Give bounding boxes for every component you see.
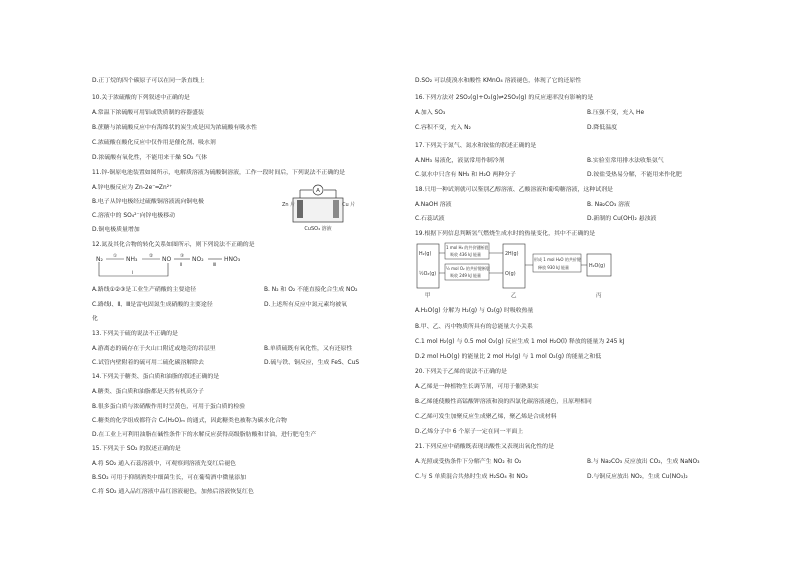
text-line: A.将 SO₂ 通入石蕊溶液中，可观察到溶液先变红后褪色	[92, 461, 236, 467]
text-line: 12.氮及其化合物的转化关系如图所示，则下列说法不正确的是	[92, 242, 255, 248]
text-line: D.SO₂ 可以使溴水和酸性 KMnO₄ 溶液褪色，体现了它的还原性	[415, 78, 582, 84]
text-line: B.乙烯能使酸性高锰酸钾溶液和溴的四氯化碳溶液褪色，且原理相同	[415, 399, 592, 405]
option-line-right: B.与 Na₂CO₃ 反应放出 CO₂，生成 NaNO₃	[587, 459, 700, 465]
text-line: A.锌电极反应为 Zn-2e⁻═Zn²⁺	[92, 185, 173, 191]
step-1: ①	[113, 254, 118, 259]
zn-electrode	[297, 200, 303, 218]
text-line: 17.下列关于氮气、氮水和铵盐的叙述正确的是	[415, 143, 537, 149]
text-line: A.游离态的硫存在于火山口附近或地壳的岩层里	[92, 346, 216, 352]
text-line: A.光照或受热条件下分解产生 NO₂ 和 O₂	[415, 459, 522, 465]
release-energy: 释放 930 kJ 能量	[538, 265, 569, 270]
text-line: D.铜电极质量增加	[92, 227, 140, 233]
bond-break-o2: ½ mol O₂ 的共价键断裂	[446, 266, 490, 271]
step-3: ③	[180, 254, 185, 259]
route-3: Ⅲ	[213, 263, 217, 268]
nitrogen-conversion-diagram	[94, 250, 254, 284]
text-line: D.在工业上可利用油脂在碱性条件下的水解反应获得高级脂肪酸和甘油，进行肥皂生产	[92, 432, 317, 438]
n2-node: N₂	[96, 256, 103, 263]
bond-form: 形成 1 mol H₂O 的共价键	[534, 257, 581, 262]
text-line: A.NaOH 溶液	[415, 202, 452, 208]
option-line-right: D.上述所有反应中氮元素均被氧	[264, 302, 347, 308]
text-line: C.与 S 单质混合共热时生成 H₂SO₄ 和 NO₂	[415, 474, 528, 480]
text-line: C.乙烯可发生加聚反应生成聚乙烯，聚乙烯是合成材料	[415, 414, 557, 420]
route-1: Ⅰ	[132, 271, 134, 276]
jia-box	[417, 244, 439, 288]
cu-electrode	[333, 200, 339, 218]
text-line: C.容积不变，充入 N₂	[415, 125, 471, 131]
text-line: 16.下列方法对 2SO₂(g)+O₂(g)⇌2SO₃(g) 的反应速率没有影响的是	[415, 95, 594, 101]
hno3-node: HNO₃	[224, 256, 241, 263]
text-line: A.加入 SO₃	[415, 110, 446, 116]
text-line: 化	[92, 316, 98, 322]
zn-label: Zn 片	[282, 202, 296, 208]
text-line: C.石蕊试液	[415, 216, 445, 222]
text-line: 10.关于浓硫酸的下列叙述中正确的是	[92, 95, 190, 101]
text-line: A.NH₃ 易液化，液氨常用作制冷剂	[415, 158, 505, 164]
text-line: 15.下列关于 SO₂ 的叙述正确的是	[92, 446, 181, 452]
text-line: 21.下列反应中硝酸既表现出酸性又表现出氧化性的是	[415, 444, 554, 450]
option-line-right: B.单质硫既有氧化性，又有还原性	[264, 346, 353, 352]
o-species: O(g)	[505, 272, 516, 277]
text-line: B.SO₂ 可用于抑制酒类中细菌生长，可在葡萄酒中微量添加	[92, 475, 247, 481]
solution-label: CuSO₄ 溶液	[304, 226, 332, 232]
option-line-right: D.新制的 Cu(OH)₂ 悬浊液	[587, 216, 657, 222]
option-line-right: D.降低温度	[587, 125, 617, 131]
text-line: B.蔗糖与浓硫酸反应中有海绵状的炭生成是因为浓硫酸有吸水性	[92, 125, 257, 131]
h2o-species: H₂O(g)	[589, 264, 606, 269]
no2-node: NO₂	[192, 256, 204, 263]
cu-label: Cu 片	[342, 202, 356, 208]
option-line-right: D.硫与铁、铜反应，生成 FeS、CuS	[264, 360, 360, 366]
text-line: 20.下列关于乙烯的说法不正确的是	[415, 369, 507, 375]
text-line: A.乙烯是一种植物生长调节剂，可用于催熟果实	[415, 384, 539, 390]
text-line: B.很多蛋白质与浓硝酸作用时呈黄色，可用于蛋白质的检验	[92, 404, 246, 410]
option-line-right: B. N₂ 和 O₂ 不能直接化合生成 NO₂	[264, 287, 358, 293]
text-line: C.将 SO₂ 通入品红溶液中品红溶液褪色，加热后溶液恢复红色	[92, 489, 254, 495]
option-line-right: D.铵盐受热易分解，不能用来作化肥	[587, 172, 682, 178]
text-line: C.试管内壁附着的硫可用二硫化碳溶解除去	[92, 360, 205, 366]
option-line-right: B.实验室常用排水法收集氨气	[587, 158, 664, 164]
text-line: A.糖类、蛋白质和油脂都是天然有机高分子	[92, 389, 204, 395]
text-line: D.浓硫酸有氧化性，不能用来干燥 SO₂ 气体	[92, 155, 208, 161]
text-line: A.H₂O(g) 分解为 H₂(g) 与 O₂(g) 时吸收热量	[415, 308, 534, 314]
absorb-h2: 吸收 436 kJ 能量	[450, 252, 481, 257]
text-line: C.路线Ⅰ、Ⅱ、Ⅲ是雷电固氮生成硝酸的主要途径	[92, 302, 213, 308]
text-line: 19.根据下列信息判断氢气燃烧生成水时的热量变化，其中不正确的是	[415, 231, 596, 237]
label-bing: 丙	[596, 293, 602, 299]
text-line: D.乙烯分子中 6 个原子一定在同一平面上	[415, 429, 524, 435]
energy-change-diagram	[415, 238, 615, 300]
galvanic-cell-diagram	[282, 178, 357, 233]
label-yi: 乙	[511, 293, 517, 299]
text-line: C.糖类的化学组成都符合 Cₙ(H₂O)ₘ 的通式，因此糖类也被称为碳水化合物	[92, 418, 287, 424]
text-line: 11.锌-铜原电池装置如图所示，电解质溶液为硫酸铜溶液，工作一段时间后，下列说法不正确的是	[92, 170, 346, 176]
text-line: B.甲、乙、丙中物质所具有的总能量大小关系	[415, 324, 533, 330]
text-line: C.氨水中只含有 NH₃ 和 H₂O 两种分子	[415, 172, 516, 178]
nh3-node: NH₃	[126, 256, 138, 263]
text-line: A.路线①②③是工业生产硝酸的主要途径	[92, 287, 197, 293]
text-line: 14.下列关于糖类、蛋白质和油脂的叙述正确的是	[92, 374, 220, 380]
absorb-o2: 吸收 249 kJ 能量	[450, 273, 481, 278]
text-line: B.电子从锌电极经过硫酸铜溶液流向铜电极	[92, 199, 204, 205]
text-line: C.1 mol H₂(g) 与 0.5 mol O₂(g) 反应生成 1 mol H₂O(l) 释放的能量为 245 kJ	[415, 339, 625, 345]
label-jia: 甲	[425, 293, 431, 299]
text-line: C.浓硫酸在酸化反应中仅作用是催化剂、吸水剂	[92, 140, 216, 146]
o2-species: ½O₂(g)	[419, 272, 437, 277]
h-species: 2H(g)	[505, 252, 519, 257]
option-line-right: B.压强不变，充入 He	[587, 110, 645, 116]
text-line: A.常温下浓硫酸可用铝或铁质制的容器盛装	[92, 110, 204, 116]
yi-box	[503, 244, 525, 288]
text-line: D.正丁烷的四个碳原子可以在同一条直线上	[92, 78, 205, 84]
bond-break-h2: 1 mol H₂ 的共价键断裂	[446, 245, 489, 250]
option-line-right: D.与铜反应放出 NO₂，生成 Cu(NO₃)₂	[587, 474, 688, 480]
route-2: Ⅱ	[180, 263, 183, 268]
step-2: ②	[149, 254, 154, 259]
text-line: 18.只用一种试剂就可以鉴别乙醇溶液、乙酸溶液和葡萄糖溶液，这种试剂是	[415, 187, 613, 193]
text-line: 13.下列关于硫的说法不正确的是	[92, 331, 178, 337]
text-line: C.溶液中的 SO₄²⁻向锌电极移动	[92, 213, 175, 219]
option-line-right: B. Na₂CO₃ 溶液	[587, 202, 630, 208]
no-node: NO	[162, 256, 172, 263]
text-line: D.2 mol H₂O(g) 的能量比 2 mol H₂(g) 与 1 mol O₂(g) 的能量之和低	[415, 354, 602, 360]
h2-species: H₂(g)	[419, 252, 432, 257]
ammeter-label: A	[316, 188, 320, 194]
